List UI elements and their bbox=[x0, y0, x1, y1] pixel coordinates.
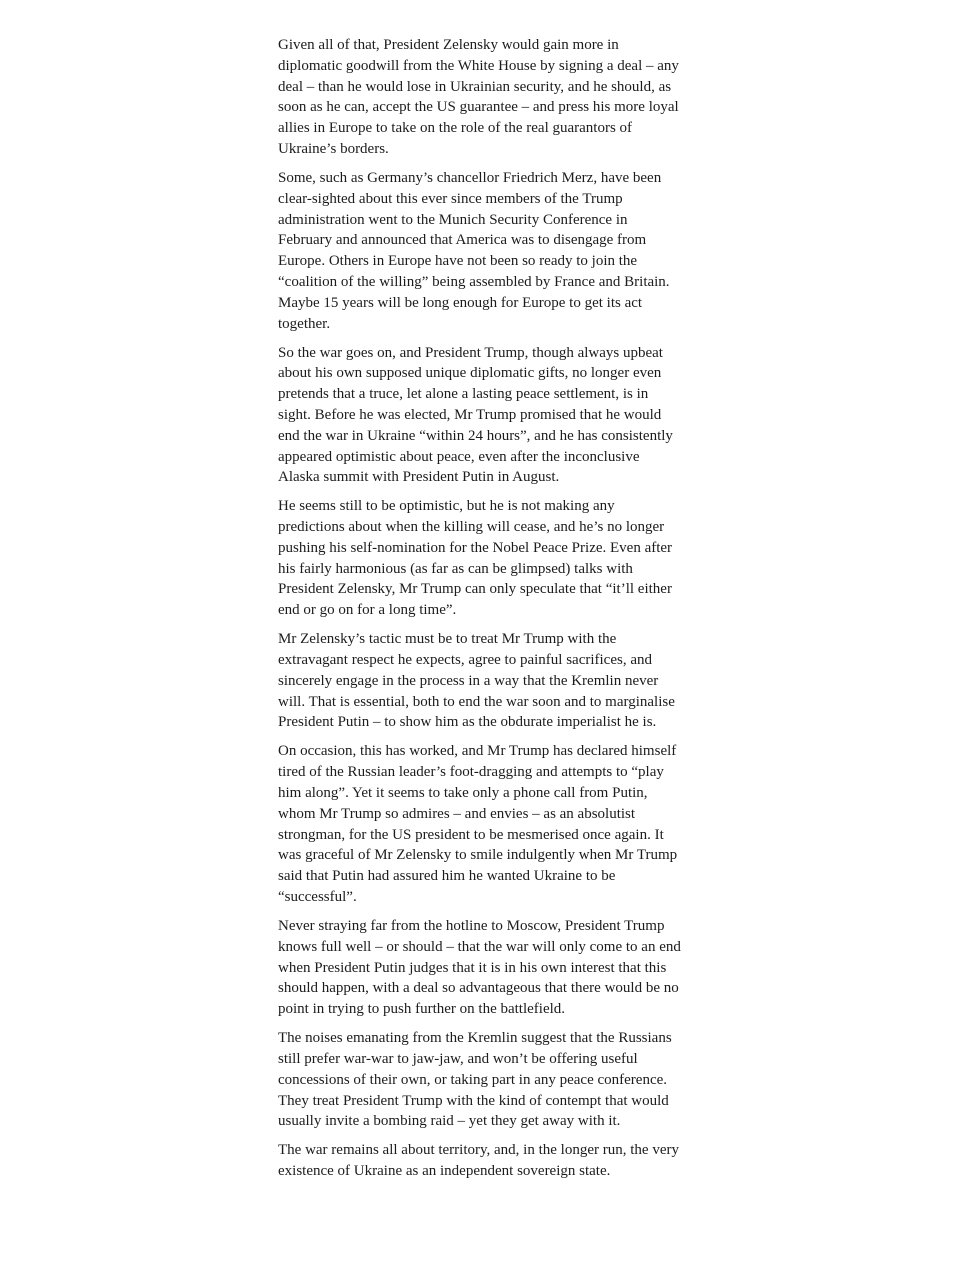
article-paragraph: On occasion, this has worked, and Mr Trump has declared himself tired of the Russian leader’s foot-dragging and attempts to “play him along”. Yet it seems to take only a phone call from Putin, whom Mr Trump so admires – and envies – as an absolutist strongman, for the US president to be mesmerised once again. It was graceful of Mr Zelensky to smile indulgently when Mr Trump said that Putin had assured him he wanted Ukraine to be “successful”. bbox=[278, 743, 678, 906]
article-body bbox=[278, 35, 683, 1190]
article-paragraph: Never straying far from the hotline to Moscow, President Trump knows full well – or should – that the war will only come to an end when President Putin judges that it is in his own interest that this should happen, with a deal so advantageous that there would be no point in trying to push further on the battlefield. bbox=[278, 918, 681, 1018]
article-paragraph: He seems still to be optimistic, but he is not making any predictions about when the killing will cease, and he’s no longer pushing his self-nomination for the Nobel Peace Prize. Even after his fairly harmonious (as far as can be glimpsed) talks with President Zelensky, Mr Trump can only speculate that “it’ll either end or go on for a long time”. bbox=[278, 498, 673, 619]
article-paragraph: The noises emanating from the Kremlin suggest that the Russians still prefer war-war to jaw-jaw, and won’t be offering useful concessions of their own, or taking part in any peace conference. They treat President Trump with the kind of contempt that would usually invite a bombing raid – yet they get away with it. bbox=[278, 1030, 672, 1130]
article-paragraph: So the war goes on, and President Trump, though always upbeat about his own supposed unique diplomatic gifts, no longer even pretends that a truce, let alone a lasting peace settlement, is in sight. Before he was elected, Mr Trump promised that he would end the war in Ukraine “within 24 hours”, and he has consistently appeared optimistic about peace, even after the inconclusive Alaska summit with President Putin in August. bbox=[278, 344, 673, 486]
article-paragraph: The war remains all about territory, and, in the longer run, the very existence of Ukraine as an independent sovereign state. bbox=[278, 1142, 679, 1180]
article-paragraph: Mr Zelensky’s tactic must be to treat Mr Trump with the extravagant respect he expects, agree to painful sacrifices, and sincerely engage in the process in a way that the Kremlin never will. That is essential, both to end the war soon and to marginalise President Putin – to show him as the obdurate imperialist he is. bbox=[278, 631, 675, 731]
article-paragraph: Given all of that, President Zelensky would gain more in diplomatic goodwill from the White House by signing a deal – any deal – than he would lose in Ukrainian security, and he should, as soon as he can, accept the US guarantee – and press his more loyal allies in Europe to take on the role of the real guarantors of Ukraine’s borders. bbox=[278, 37, 679, 157]
article-paragraph: Some, such as Germany’s chancellor Friedrich Merz, have been clear-sighted about this ever since members of the Trump administration went to the Munich Security Conference in February and announced that America was to disengage from Europe. Others in Europe have not been so ready to join the “coalition of the willing” being assembled by France and Britain. Maybe 15 years will be long enough for Europe to get its act together. bbox=[278, 169, 670, 332]
